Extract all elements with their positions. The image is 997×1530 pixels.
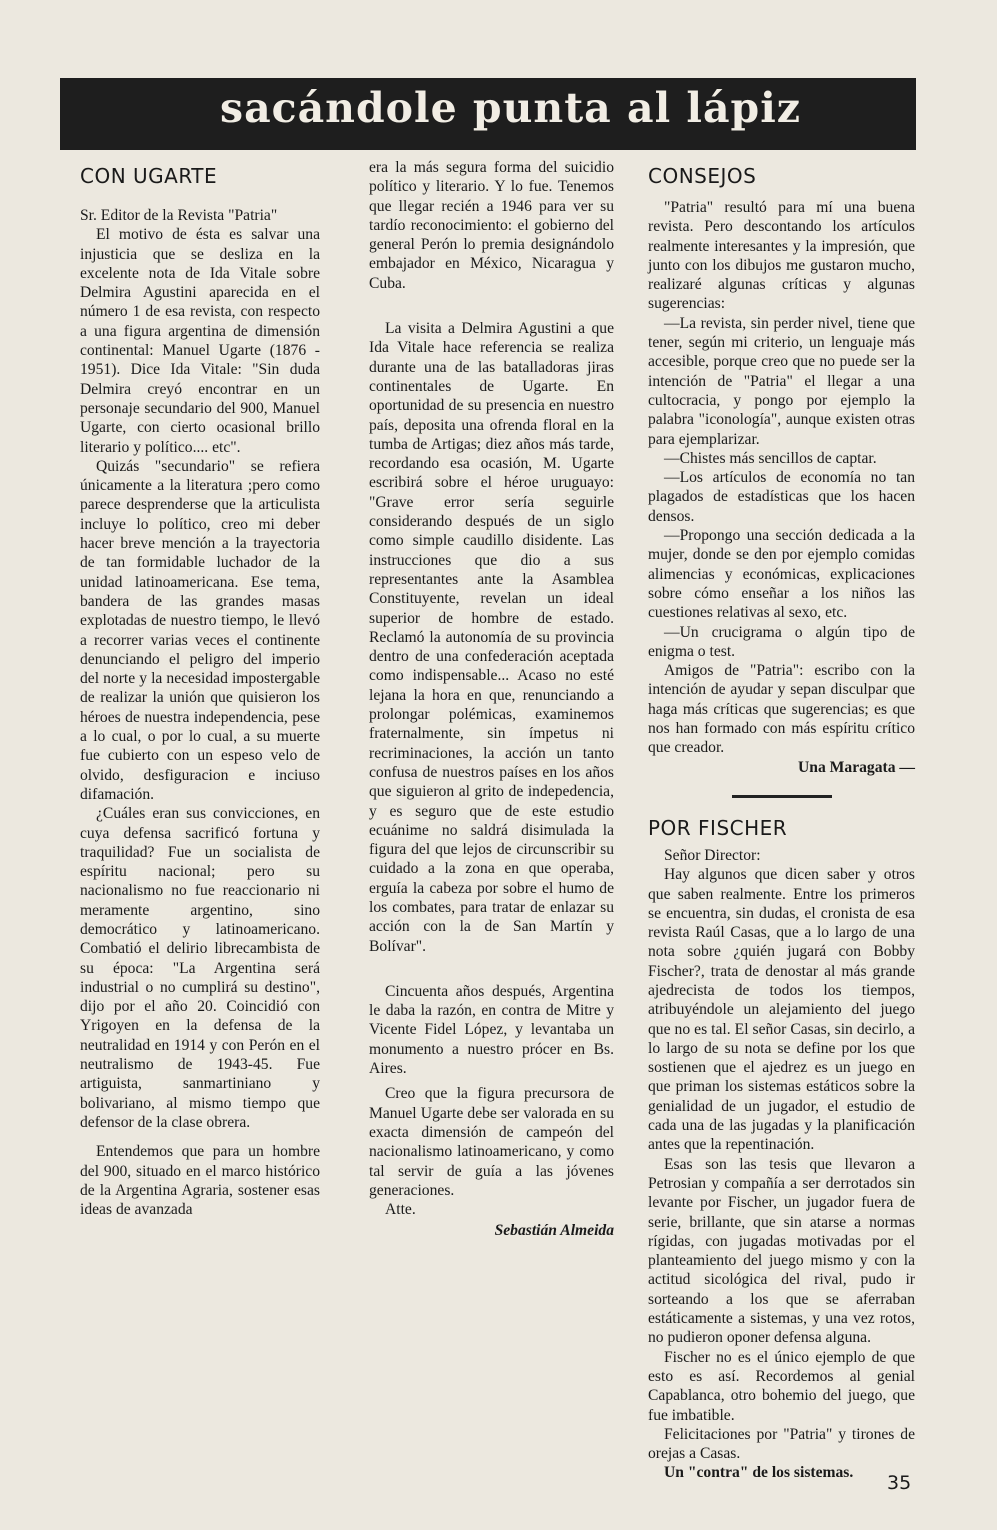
letter-signature: Un "contra" de los sistemas.: [664, 1464, 854, 1482]
letter-heading-con-ugarte: CON UGARTE: [80, 164, 218, 188]
letter-column-3: [648, 158, 915, 1483]
letter-signature: Sebastián Almeida: [494, 1222, 614, 1240]
letter-paragraph: Creo que la figura precursora de Manuel Ugarte debe ser valorada en su exacta dimensión de campeón del nacionalismo latinoamericano, y como tal servir de guía a las jóvenes generaciones.: [369, 1085, 614, 1199]
letter-paragraph: —Chistes más sencillos de captar.: [664, 449, 877, 467]
paragraph-gap: [369, 956, 614, 982]
letter-paragraph: Amigos de "Patria": escribo con la intención de ayudar y sepan disculpar que haga más críticas que sugerencias; es que nos han formado con más espíritu crítico que creador.: [648, 662, 915, 757]
paragraph-gap: [369, 293, 614, 319]
letter-paragraph: Fischer no es el único ejemplo de que esto es así. Recordemos al genial Capablanca, otro bohemio del juego, que fue imbatible.: [648, 1348, 915, 1424]
page-number: 35: [887, 1472, 912, 1494]
letter-paragraph: Quizás "secundario" se refiera únicamente a la literatura ;pero como parece desprenderse que la articulista incluye lo político, creo mi deber hacer breve mención a la trayectoria de tan formidable luchador de la unidad latinoamericana. Ese tema, bandera de las grandes masas explotadas de nuestro tiempo, le llevó a recorrer varias veces el continente denunciando el peligro del imperio del norte y la necesidad impostergable de realizar la unión que quisieron los héroes de nuestra independencia, pese a lo cual, o por lo cual, a su muerte fue cubierto con un espeso velo de olvido, desfiguracion e inciuso difamación.: [80, 457, 320, 803]
letter-paragraph: Felicitaciones por "Patria" y tirones de orejas a Casas.: [648, 1425, 915, 1463]
letter-heading-consejos: CONSEJOS: [648, 164, 757, 188]
letter-signature: Una Maragata —: [798, 758, 915, 776]
letter-paragraph: La visita a Delmira Agustini a que Ida Vitale hace referencia se realiza durante una de las batalladoras jiras continentales de Ugarte. En oportunidad de su presencia en nuestro país, deposita una ofrenda floral en la tumba de Artigas; diez años más tarde, recordando esa ocasión, M. Ugarte escribirá sobre el héroe uruguayo: "Grave error sería seguirle considerando después de un siglo como simple caudillo disidente. Las instrucciones que dio a sus representantes ante la Asamblea Constituyente, revelan un ideal superior de hombre de estado. Reclamó la autonomía de su provincia dentro de una confederación aceptada como indispensable... Acaso no esté lejana la hora en que, renunciando a prolongar polémicas, examinemos fraternalmente, sin ímpetus ni recriminaciones, la acción un tanto confusa de nuestros países en los años que siguieron al grito de indepedencia, y es seguro que de este estudio ecuánime no saldrá disimulada la figura del que lejos de circunscribir su cuidado a la zona en que operaba, erguía la cabeza por sobre el humo de los combates, para tratar de enlazar su acción con la de San Martín y Bolívar".: [369, 320, 614, 955]
letter-paragraph: —Un crucigrama o algún tipo de enigma o test.: [648, 623, 915, 660]
letter-paragraph: Entendemos que para un hombre del 900, situado en el marco histórico de la Argentina Agraria, sostener esas ideas de avanzada: [80, 1143, 320, 1219]
letter-column-2: [369, 158, 614, 1241]
letter-salutation: Señor Director:: [664, 846, 761, 864]
section-title: sacándole punta al lápiz: [220, 84, 802, 132]
letter-paragraph: El motivo de ésta es salvar una injusticia que se desliza en la excelente nota de Ida Vitale sobre Delmira Agustini aparecida en el número 1 de esa revista, con respecto a una figura argentina de dimensión continental: Manuel Ugarte (1876 - 1951). Dice Ida Vitale: "Sin duda Delmira creyó encontrar en un personaje secundario del 900, Manuel Ugarte, con cierto ocasional brillo literario y político.... etc".: [80, 226, 320, 456]
letter-paragraph: "Patria" resultó para mí una buena revista. Pero descontando los artículos realmente interesantes y la impresión, que junto con los dibujos me gustaron mucho, realizaré algunas críticas y algunas sugerencias:: [648, 199, 915, 313]
letter-column-1: [80, 158, 320, 1219]
section-divider: [732, 795, 832, 798]
letter-paragraph: ¿Cuáles eran sus convicciones, en cuya defensa sacrificó fortuna y traquilidad? Fue un socialista de espíritu nacional; pero su nacionalismo no fue reaccionario ni meramente argentino, sino democrático y latinoamericano. Combatió el delirio librecambista de su época: "La Argentina será industrial o no cumplirá su destino", dijo por el año 20. Coincidió con Yrigoyen en la defensa de la neutralidad en 1914 y con Perón en el neutralismo de 1943-45. Fue artiguista, sanmartiniano y bolivariano, al mismo tiempo que defensor de la clase obrera.: [80, 805, 320, 1131]
letter-closing: Atte.: [385, 1201, 416, 1219]
letter-paragraph: Hay algunos que dicen saber y otros que saben realmente. Entre los primeros se encuentra, sin dudas, el cronista de esa revista Raúl Casas, que a lo largo de una nota sobre ¿quién jugará con Bobby Fischer?, trata de denostar al más grande ajedrecista de todos los tiempos, atribuyéndole un alejamiento del juego que no es tal. El señor Casas, sin decirlo, a lo largo de su nota se define por los que sostienen que el ajedrez es un juego en que priman los sistemas estáticos sobre la genialidad de un jugador, el estudio de cada una de las jugadas y la planificación antes que la repentinación.: [648, 866, 915, 1154]
letter-paragraph: era la más segura forma del suicidio político y literario. Y lo fue. Tenemos que llegar recién a 1946 para ver su tardío reconocimiento: el gobierno del general Perón lo premia designándolo embajador en México, Nicaragua y Cuba.: [369, 159, 614, 292]
letter-paragraph: —Los artículos de economía no tan plagados de estadísticas que los hacen densos.: [648, 469, 915, 525]
letter-paragraph: Cincuenta años después, Argentina le daba la razón, en contra de Mitre y Vicente Fidel López, y levantaba un monumento a nuestro prócer en Bs. Aires.: [369, 982, 614, 1078]
section-banner: [60, 78, 916, 150]
letter-paragraph: —La revista, sin perder nivel, tiene que tener, según mi criterio, un lenguaje más accesible, porque creo que no puede ser la intención de "Patria" el llegar a una cultocracia, y pongo por ejemplo la palabra "iconología", aunque existen otras para ejemplarizar.: [648, 314, 915, 448]
letter-paragraph: —Propongo una sección dedicada a la mujer, donde se den por ejemplo comidas alimencias y económicas, explicaciones sobre cómo enseñar a los niños las cuestiones relativas al sexo, etc.: [648, 527, 915, 622]
letter-salutation: Sr. Editor de la Revista "Patria": [80, 207, 278, 224]
letter-paragraph: Esas son las tesis que llevaron a Petrosian y compañía a ser derrotados sin levante por Fischer, un jugador fuera de serie, brillante, que sin atarse a normas rígidas, con jugadas motivadas por el planteamiento del juego mismo y con la actitud sicológica del rival, pudo ir sorteando a los que se aferraban estáticamente a sistemas, y una vez rotos, no pudieron oponer defensa alguna.: [648, 1155, 915, 1347]
letter-heading-por-fischer: POR FISCHER: [648, 815, 788, 840]
